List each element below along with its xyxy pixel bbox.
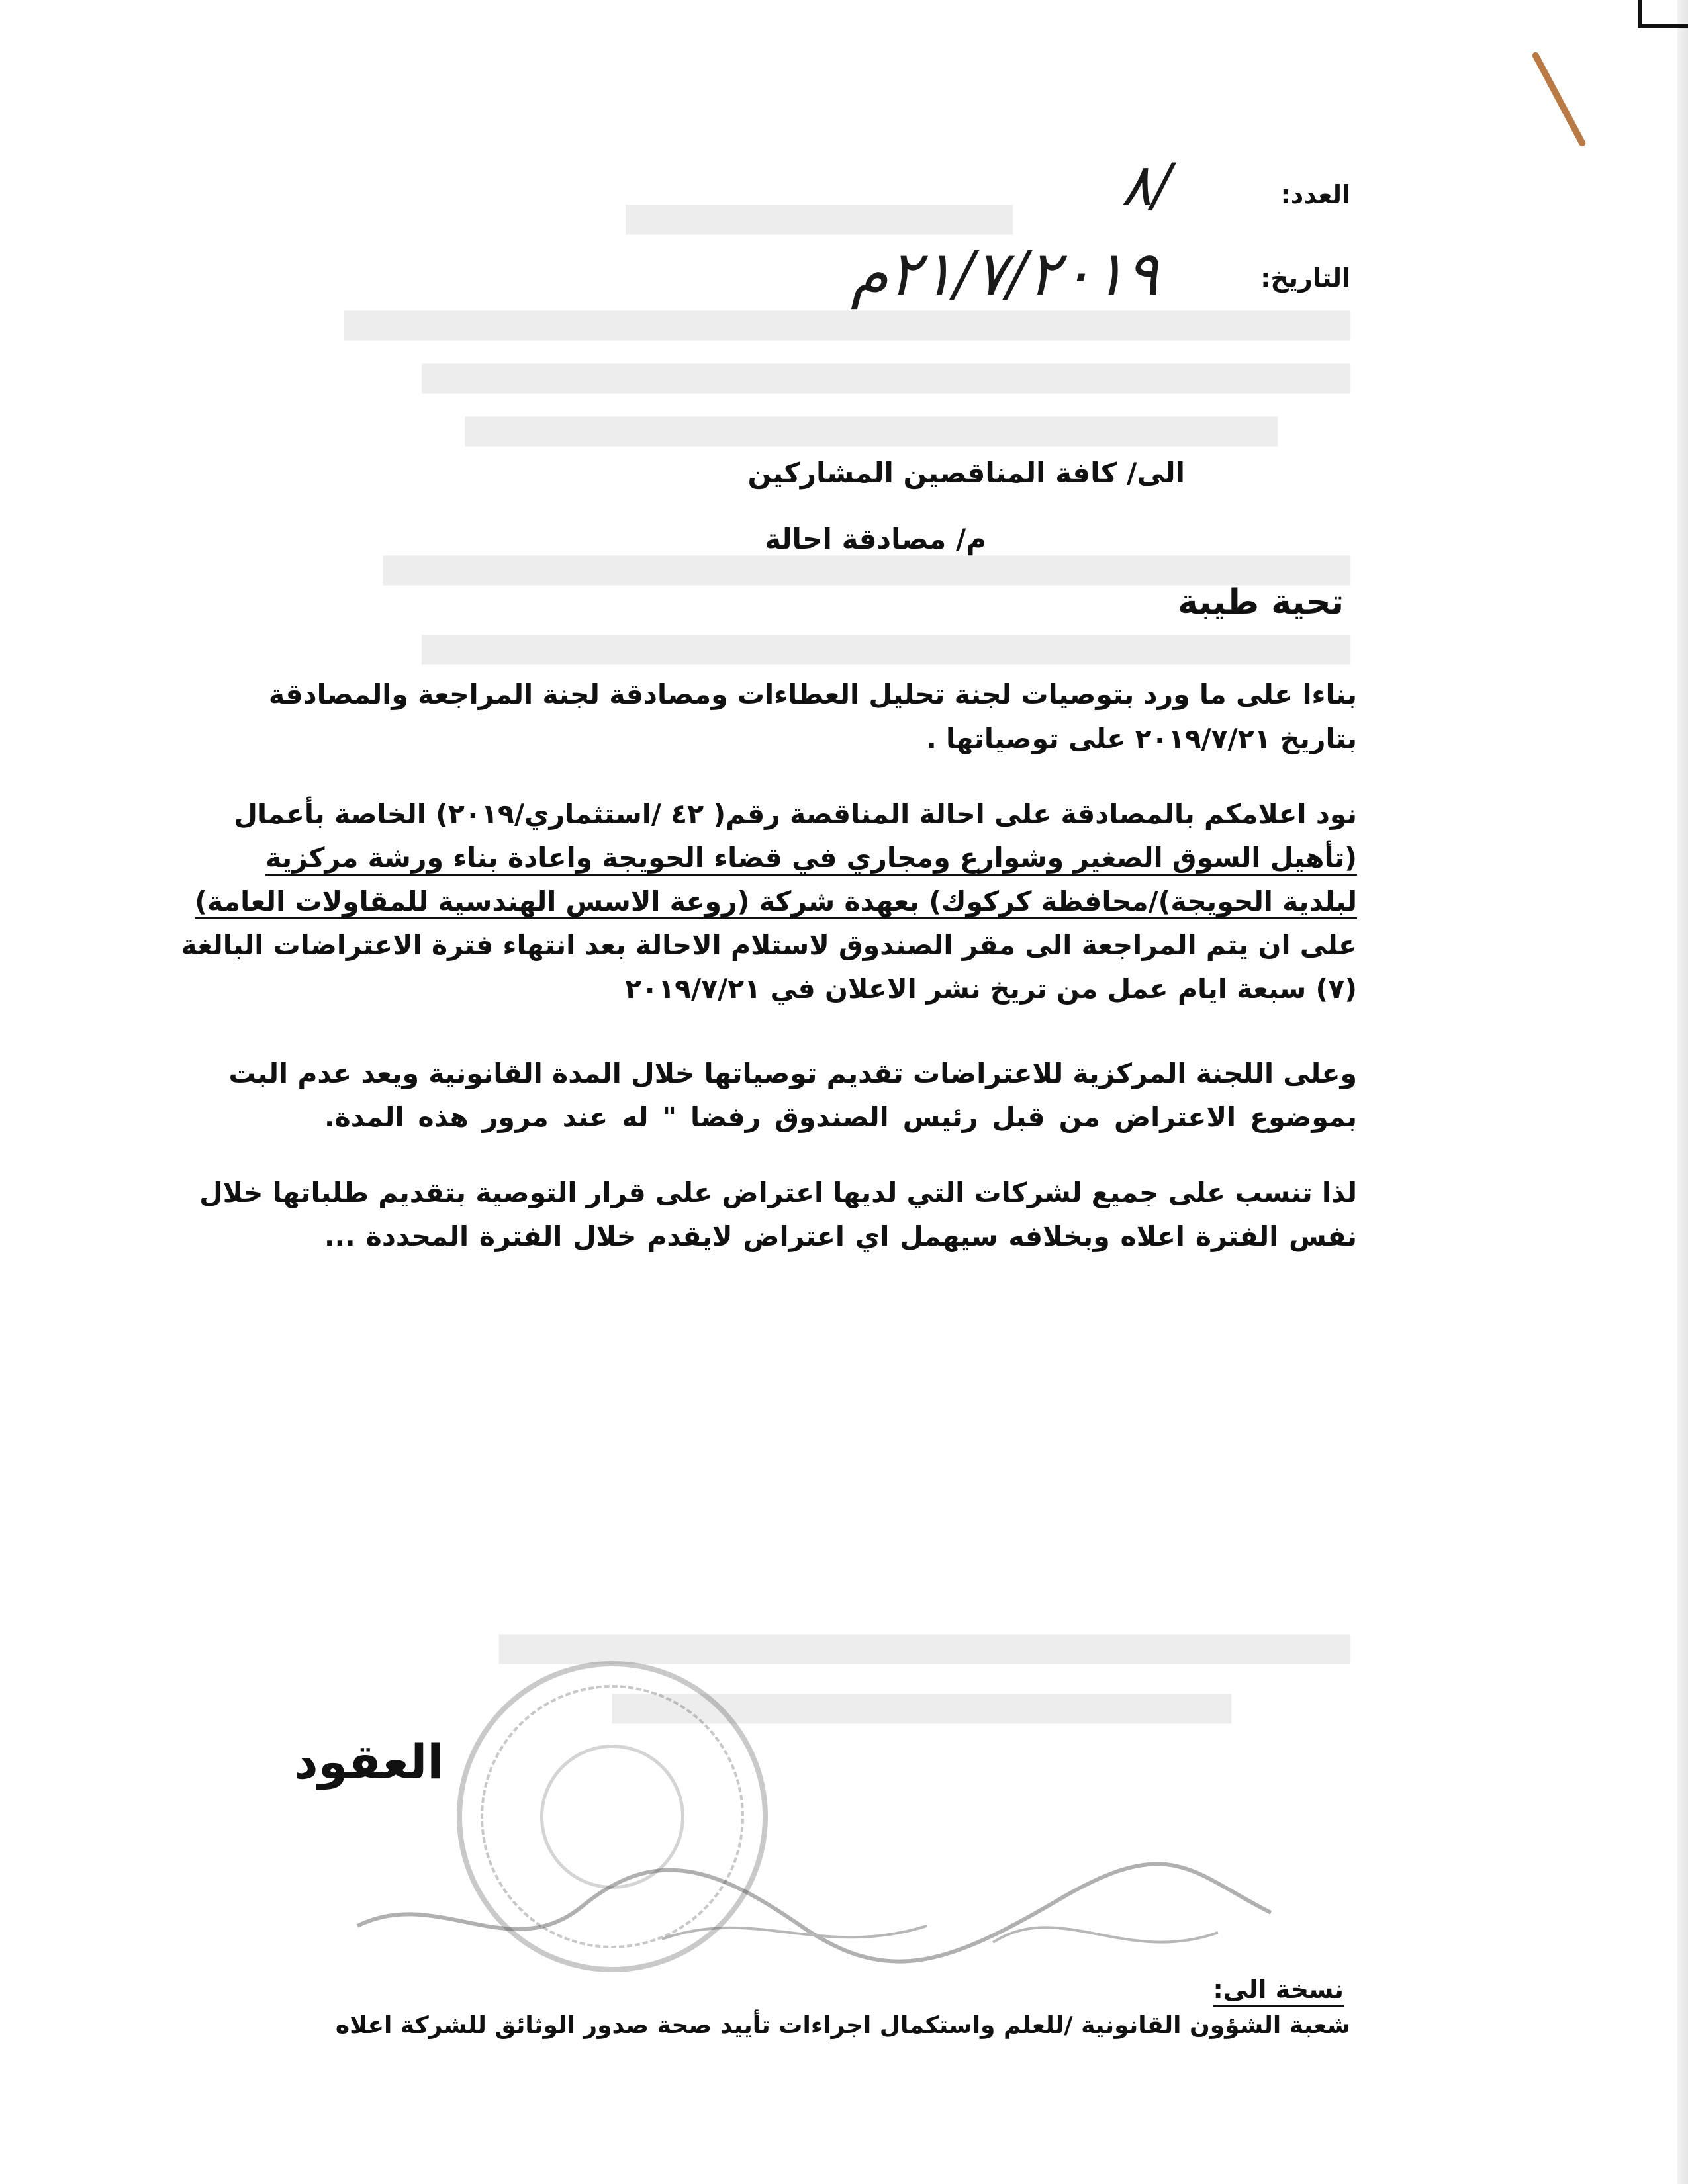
background-bleed-text: ████████████████████ bbox=[626, 205, 1013, 234]
signature-scribble bbox=[344, 1827, 1284, 1985]
subject-line: م/ مصادقة احالة bbox=[765, 523, 986, 555]
background-bleed-text: ████████████████████████████████████████████████ bbox=[422, 635, 1350, 664]
paragraph-line: بناءا على ما ورد بتوصيات لجنة تحليل العطاءات ومصادقة لجنة المراجعة والمصادقة bbox=[268, 678, 1357, 710]
paragraph-line: لبلدية الحويجة)/محافظة كركوك) بعهدة شركة (روعة الاسس الهندسية للمقاولات العامة) bbox=[195, 886, 1357, 917]
copy-to-label: نسخة الى: bbox=[1213, 1975, 1344, 2004]
background-bleed-text: ██████████████████████████████████████████ bbox=[465, 417, 1278, 446]
paragraph-line: (٧) سبعة ايام عمل من تريخ نشر الاعلان في ٢٠١٩/٧/٢١ bbox=[625, 973, 1357, 1005]
background-bleed-text: ████████████████████████████████████████████████ bbox=[422, 364, 1350, 393]
paragraph-line: (تأهيل السوق الصغير وشوارع ومجاري في قضاء الحويجة واعادة بناء ورشة مركزية bbox=[265, 842, 1357, 874]
number-handwritten-value: ٨/ bbox=[1121, 151, 1172, 219]
number-label: العدد: bbox=[1280, 180, 1350, 209]
background-bleed-text: ████████████████████████████████████████████████████ bbox=[344, 311, 1350, 340]
background-bleed-text: ██████████████████████████████████████████████████ bbox=[383, 556, 1350, 585]
paragraph-line: على ان يتم المراجعة الى مقر الصندوق لاستلام الاحالة بعد انتهاء فترة الاعتراضات البالغة bbox=[181, 929, 1357, 961]
date-handwritten-value: ٢١/٧/٢٠١٩م bbox=[851, 238, 1158, 309]
background-bleed-text: ████████████████████████████████ bbox=[612, 1694, 1231, 1723]
paragraph-line: نفس الفترة اعلاه وبخلافه سيهمل اي اعتراض لايقدم خلال الفترة المحددة ... bbox=[324, 1220, 1357, 1252]
date-label: التاريخ: bbox=[1260, 263, 1350, 293]
scan-edge bbox=[1677, 0, 1688, 2184]
paragraph-line: لذا تنسب على جميع لشركات التي لديها اعتراض على قرار التوصية بتقديم طلباتها خلال bbox=[199, 1177, 1357, 1208]
recipient-line: الى/ كافة المناقصين المشاركين bbox=[747, 457, 1185, 489]
corner-mark bbox=[1638, 0, 1688, 28]
greeting: تحية طيبة bbox=[1178, 582, 1344, 622]
paragraph-line: نود اعلامكم بالمصادقة على احالة المناقصة رقم( ٤٢ /استثماري/٢٠١٩) الخاصة بأعمال bbox=[234, 798, 1357, 830]
paragraph-line: بتاريخ ٢٠١٩/٧/٢١ على توصياتها . bbox=[926, 723, 1357, 754]
signature-block: العقود bbox=[293, 1734, 444, 1790]
paragraph-line: وعلى اللجنة المركزية للاعتراضات تقديم توصياتها خلال المدة القانونية ويعد عدم البت bbox=[228, 1058, 1357, 1089]
paragraph-line: بموضوع الاعتراض من قبل رئيس الصندوق رفضا " له عند مرور هذه المدة. bbox=[324, 1101, 1357, 1133]
copy-to-line: شعبة الشؤون القانونية /للعلم واستكمال اجراءات تأييد صحة صدور الوثائق للشركة اعلاه bbox=[335, 2012, 1350, 2039]
background-bleed-text: ████████████████████████████████████████████ bbox=[499, 1635, 1350, 1664]
pen-stroke bbox=[1531, 51, 1587, 148]
